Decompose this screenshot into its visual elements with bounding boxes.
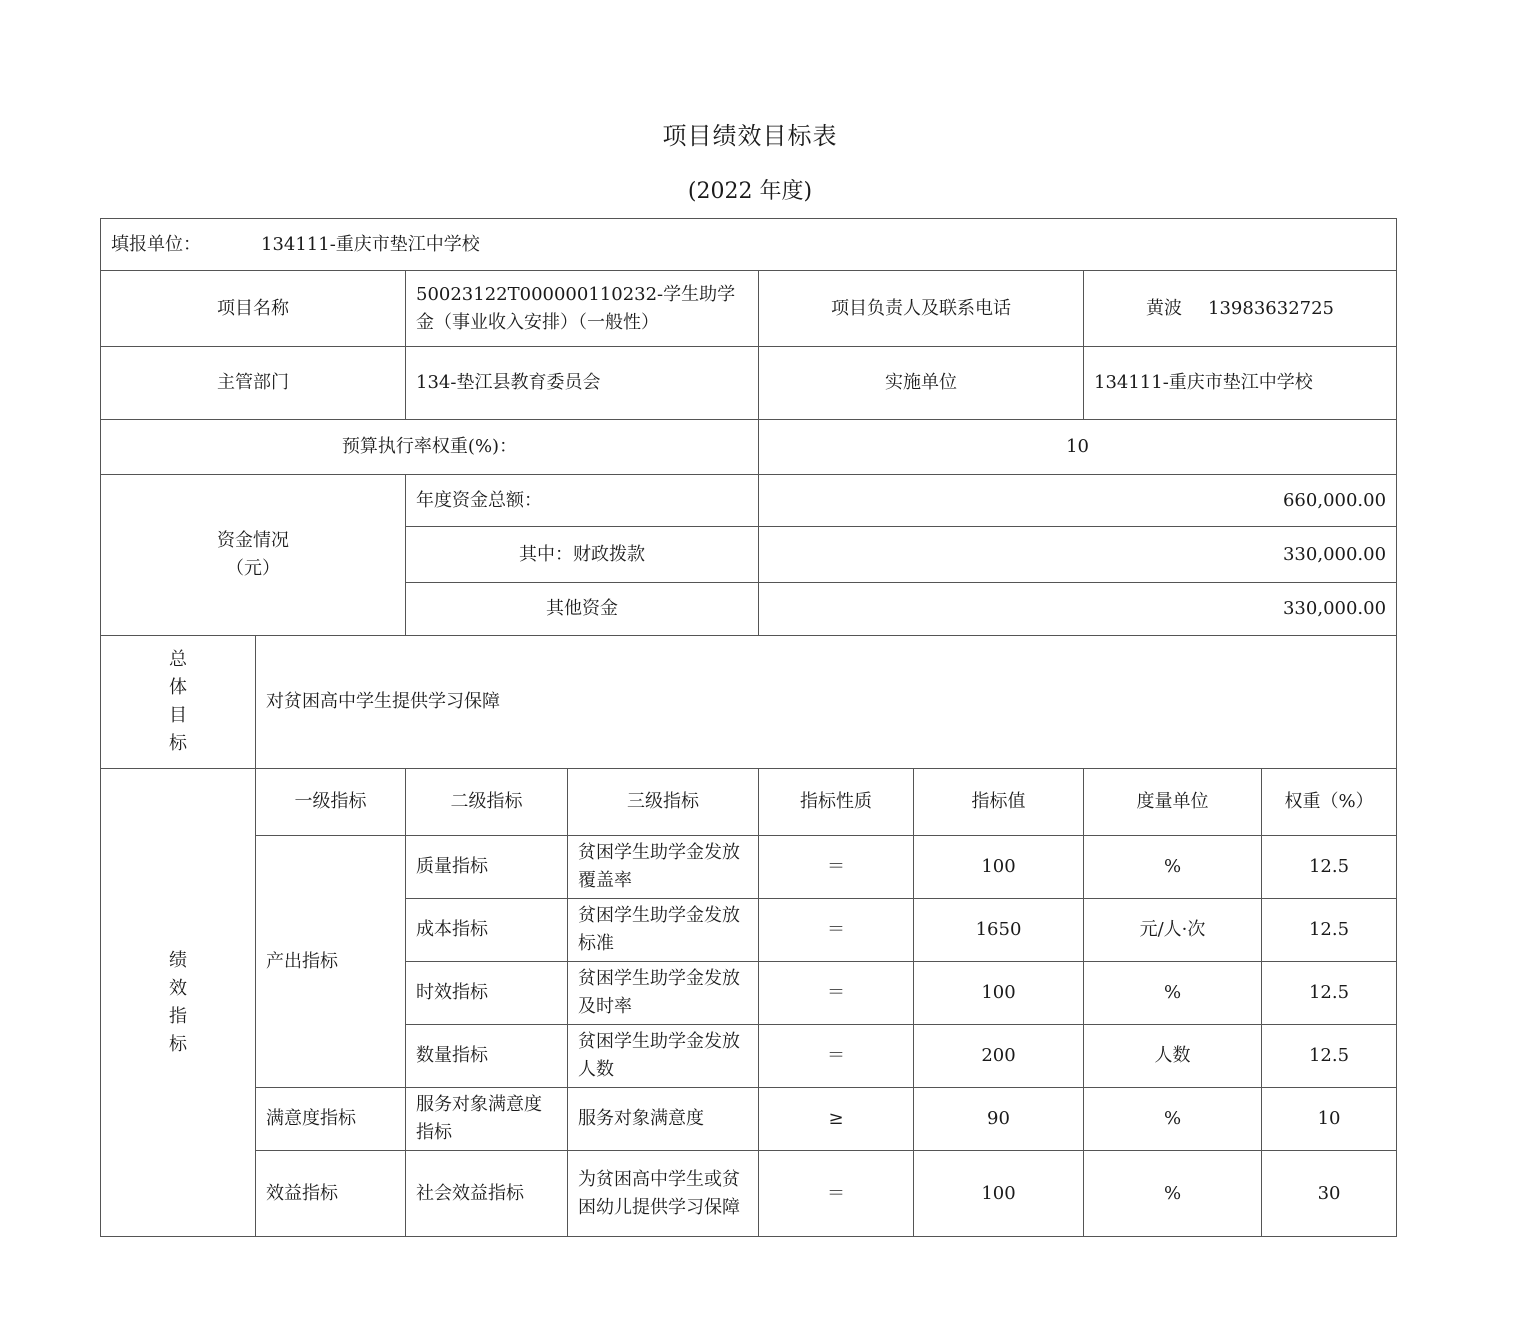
level2-cell: 质量指标 <box>406 836 568 899</box>
department-row <box>101 347 1397 420</box>
project-leader-label: 项目负责人及联系电话 <box>759 271 1084 347</box>
weight-cell: 12.5 <box>1262 836 1397 899</box>
overall-goal-label-char: 目 <box>169 705 187 726</box>
header-level1: 一级指标 <box>256 769 406 836</box>
project-leader-phone: 13983632725 <box>1208 297 1335 319</box>
funds-label-line1: 资金情况 <box>217 530 289 551</box>
funds-other-value: 330,000.00 <box>759 583 1397 636</box>
level2-cell: 时效指标 <box>406 962 568 1025</box>
unit-cell: % <box>1084 836 1262 899</box>
funds-total-value: 660,000.00 <box>759 475 1397 527</box>
performance-goal-table <box>100 218 1397 1237</box>
header-unit: 度量单位 <box>1084 769 1262 836</box>
overall-goal-label-char: 标 <box>169 733 187 754</box>
level2-cell: 数量指标 <box>406 1025 568 1088</box>
budget-weight-label: 预算执行率权重(%)： <box>101 420 759 475</box>
page-subtitle: (2022 年度) <box>687 179 813 204</box>
weight-cell: 30 <box>1262 1151 1397 1237</box>
nature-cell: ＝ <box>759 962 914 1025</box>
weight-cell: 10 <box>1262 1088 1397 1151</box>
header-level3: 三级指标 <box>568 769 759 836</box>
unit-cell: % <box>1084 1088 1262 1151</box>
level3-cell: 贫困学生助学金发放标准 <box>568 899 759 962</box>
budget-weight-value: 10 <box>759 420 1397 475</box>
value-cell: 100 <box>914 1151 1084 1237</box>
nature-cell: ＝ <box>759 836 914 899</box>
nature-cell: ＝ <box>759 899 914 962</box>
funds-total-row <box>101 475 1397 527</box>
supervising-dept-value: 134-垫江县教育委员会 <box>406 347 759 420</box>
header-value: 指标值 <box>914 769 1084 836</box>
overall-goal-label-char: 体 <box>169 677 187 698</box>
overall-goal-label <box>101 636 256 769</box>
value-cell: 1650 <box>914 899 1084 962</box>
project-name-row <box>101 271 1397 347</box>
implementing-unit-label: 实施单位 <box>759 347 1084 420</box>
indicators-label-char: 绩 <box>169 949 187 971</box>
value-cell: 90 <box>914 1088 1084 1151</box>
unit-cell: 人数 <box>1084 1025 1262 1088</box>
nature-cell: ＝ <box>759 1151 914 1237</box>
reporting-unit-cell <box>101 219 1397 271</box>
nature-cell: ＝ <box>759 1025 914 1088</box>
nature-cell: ≥ <box>759 1088 914 1151</box>
value-cell: 100 <box>914 836 1084 899</box>
weight-cell: 12.5 <box>1262 1025 1397 1088</box>
overall-goal-row <box>101 636 1397 769</box>
table-row <box>101 836 1397 899</box>
indicators-label <box>101 769 256 1237</box>
funds-other-label: 其他资金 <box>406 583 759 636</box>
reporting-unit-label: 填报单位： <box>111 233 201 255</box>
funds-fiscal-label: 其中：财政拨款 <box>406 527 759 583</box>
unit-cell: % <box>1084 962 1262 1025</box>
level2-cell: 成本指标 <box>406 899 568 962</box>
page-title: 项目绩效目标表 <box>662 122 838 150</box>
funds-total-label: 年度资金总额： <box>406 475 759 527</box>
group-satisfaction: 满意度指标 <box>256 1088 406 1151</box>
project-leader-value <box>1084 271 1397 347</box>
level2-cell: 服务对象满意度指标 <box>406 1088 568 1151</box>
unit-cell: % <box>1084 1151 1262 1237</box>
indicators-label-char: 效 <box>169 977 187 999</box>
budget-weight-row <box>101 420 1397 475</box>
reporting-unit-value: 134111-重庆市垫江中学校 <box>261 233 480 255</box>
table-row <box>101 1151 1397 1237</box>
reporting-unit-row <box>101 219 1397 271</box>
level3-cell: 贫困学生助学金发放及时率 <box>568 962 759 1025</box>
group-benefit: 效益指标 <box>256 1151 406 1237</box>
indicators-label-char: 指 <box>169 1005 187 1027</box>
table-row <box>101 1088 1397 1151</box>
project-name-value: 50023122T000000110232-学生助学金（事业收入安排）（一般性） <box>406 271 759 347</box>
indicators-label-char: 标 <box>169 1033 187 1055</box>
weight-cell: 12.5 <box>1262 899 1397 962</box>
header-weight: 权重（%） <box>1262 769 1397 836</box>
implementing-unit-value: 134111-重庆市垫江中学校 <box>1084 347 1397 420</box>
level2-cell: 社会效益指标 <box>406 1151 568 1237</box>
level3-cell: 服务对象满意度 <box>568 1088 759 1151</box>
level3-cell: 贫困学生助学金发放覆盖率 <box>568 836 759 899</box>
overall-goal-label-char: 总 <box>169 649 187 670</box>
funds-label <box>101 475 406 636</box>
value-cell: 100 <box>914 962 1084 1025</box>
funds-fiscal-value: 330,000.00 <box>759 527 1397 583</box>
overall-goal-value: 对贫困高中学生提供学习保障 <box>256 636 1397 769</box>
header-nature: 指标性质 <box>759 769 914 836</box>
weight-cell: 12.5 <box>1262 962 1397 1025</box>
unit-cell: 元/人·次 <box>1084 899 1262 962</box>
project-leader-name: 黄波 <box>1146 297 1183 319</box>
header-level2: 二级指标 <box>406 769 568 836</box>
indicator-header-row <box>101 769 1397 836</box>
value-cell: 200 <box>914 1025 1084 1088</box>
level3-cell: 为贫困高中学生或贫困幼儿提供学习保障 <box>568 1151 759 1237</box>
supervising-dept-label: 主管部门 <box>101 347 406 420</box>
level3-cell: 贫困学生助学金发放人数 <box>568 1025 759 1088</box>
group-output: 产出指标 <box>256 836 406 1088</box>
project-name-label: 项目名称 <box>101 271 406 347</box>
funds-label-line2: （元） <box>226 558 280 579</box>
